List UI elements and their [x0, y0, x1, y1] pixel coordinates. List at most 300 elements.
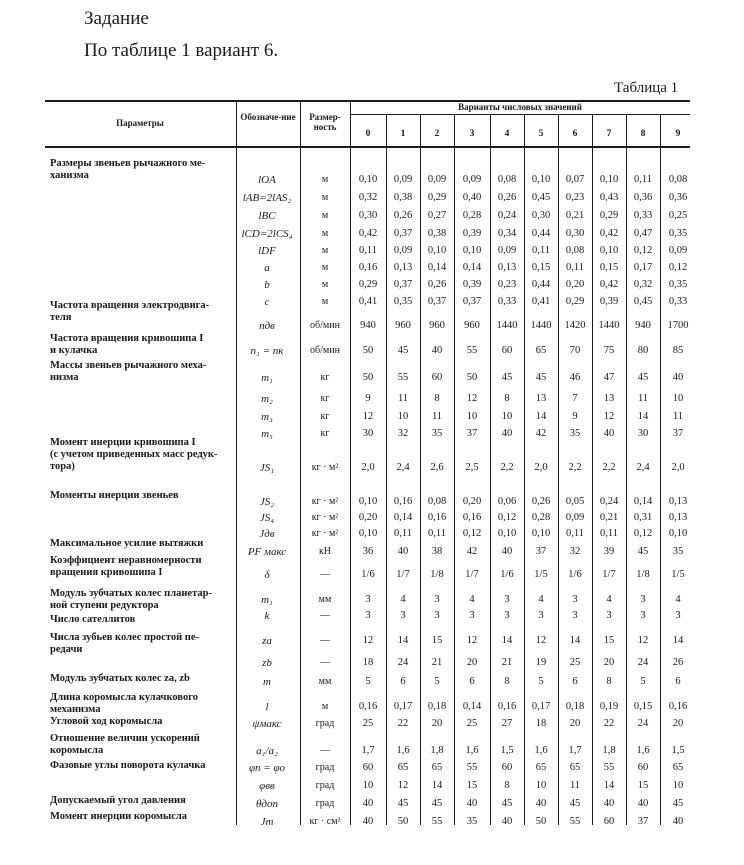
- table-cell-value: 960: [395, 320, 411, 331]
- table-cell-value: 0,33: [633, 210, 653, 221]
- table-cell-value: 1420: [564, 320, 586, 331]
- table-cell-value: 2,2: [500, 462, 514, 473]
- table-cell-value: 18: [362, 657, 374, 668]
- table-cell-value: 50: [397, 816, 409, 827]
- table-cell-value: 0,15: [599, 262, 619, 273]
- table-cell-value: 0,14: [462, 262, 482, 273]
- table-cell-value: 0,37: [427, 296, 447, 307]
- table-cell-value: 1/7: [602, 569, 616, 580]
- table-cell-value: 20: [466, 657, 478, 668]
- table-cell-value: 2,6: [430, 462, 444, 473]
- table-cell-value: 0,35: [668, 228, 688, 239]
- table-cell-value: 24: [637, 718, 649, 729]
- table-cell-value: 45: [535, 372, 547, 383]
- table-cell-value: 65: [569, 762, 581, 773]
- table-cell-value: 65: [535, 762, 547, 773]
- table-cell-value: 0,41: [531, 296, 551, 307]
- table-cell-value: 0,12: [497, 512, 517, 523]
- table-cell-value: 0,24: [497, 210, 517, 221]
- parameter-label: Отношение величин ускорений коромысла: [50, 733, 200, 756]
- table-cell-value: 45: [672, 798, 684, 809]
- variants-subheader-rule: [350, 114, 690, 115]
- row-symbol: JS₄: [259, 512, 275, 524]
- table-cell-value: 0,35: [393, 296, 413, 307]
- table-cell-value: 3: [640, 610, 646, 621]
- table-cell-value: 0,21: [565, 210, 585, 221]
- parameter-label: Модуль зубчатых колес планетар- ной ступени редуктора: [50, 588, 212, 611]
- row-symbol: JS₂: [259, 496, 275, 508]
- row-symbol: φп = φо: [248, 762, 286, 774]
- table-cell-value: 8: [504, 393, 510, 404]
- table-cell-value: 0,11: [359, 245, 377, 256]
- row-symbol: Jдв: [259, 528, 275, 540]
- row-symbol: m₅: [261, 428, 273, 440]
- table-cell-value: 0,17: [531, 701, 551, 712]
- row-symbol: a: [264, 262, 270, 274]
- table-cell-value: 0,38: [393, 192, 413, 203]
- row-unit: —: [320, 635, 330, 646]
- table-cell-value: 40: [397, 546, 409, 557]
- table-cell-value: 0,10: [358, 174, 378, 185]
- table-cell-value: 0,10: [531, 174, 551, 185]
- table-cell-value: 45: [431, 798, 443, 809]
- table-cell-value: 0,11: [394, 528, 412, 539]
- row-symbol: lDF: [258, 245, 276, 257]
- table-cell-value: 0,09: [497, 245, 517, 256]
- row-unit: —: [320, 610, 330, 621]
- table-cell-value: 5: [640, 676, 646, 687]
- row-unit: кг · м²: [311, 462, 339, 473]
- row-symbol: zb: [262, 657, 272, 669]
- table-cell-value: 0,41: [358, 296, 378, 307]
- table-cell-value: 0,11: [634, 174, 652, 185]
- table-cell-value: 35: [569, 428, 581, 439]
- table-cell-value: 15: [466, 780, 478, 791]
- table-cell-value: 40: [501, 816, 513, 827]
- table-cell-value: 25: [466, 718, 478, 729]
- header-unit: Размер-ность: [309, 112, 341, 132]
- table-cell-value: 0,09: [462, 174, 482, 185]
- table-cell-value: 27: [501, 718, 513, 729]
- table-cell-value: 0,29: [565, 296, 585, 307]
- table-cell-value: 0,16: [358, 262, 378, 273]
- table-cell-value: 3: [504, 594, 510, 605]
- table-cell-value: 0,10: [497, 528, 517, 539]
- table-cell-value: 30: [637, 428, 649, 439]
- table-cell-value: 65: [397, 762, 409, 773]
- table-cell-value: 40: [431, 345, 443, 356]
- table-cell-value: 35: [466, 816, 478, 827]
- table-cell-value: 46: [569, 372, 581, 383]
- table-cell-value: 0,11: [600, 528, 618, 539]
- table-cell-value: 15: [431, 635, 443, 646]
- row-symbol: Jт: [260, 816, 274, 828]
- table-cell-value: 1/6: [361, 569, 375, 580]
- row-symbol: nдв: [259, 320, 275, 332]
- row-unit: м: [321, 174, 329, 185]
- table-cell-value: 0,39: [462, 228, 482, 239]
- table-cell-value: 32: [397, 428, 409, 439]
- parameter-label: Моменты инерции звеньев: [50, 490, 179, 501]
- table-cell-value: 7: [572, 393, 578, 404]
- table-cell-value: 0,26: [393, 210, 413, 221]
- table-cell-value: 2,0: [534, 462, 548, 473]
- table-cell-value: 0,30: [531, 210, 551, 221]
- row-symbol: za: [262, 635, 272, 647]
- table-cell-value: 0,10: [358, 496, 378, 507]
- table-cell-value: 14: [535, 411, 547, 422]
- table-cell-value: 0,09: [393, 245, 413, 256]
- row-unit: град: [315, 762, 335, 773]
- table-cell-value: 18: [535, 718, 547, 729]
- table-cell-value: 0,45: [633, 296, 653, 307]
- table-cell-value: 0,42: [599, 279, 619, 290]
- table-cell-value: 0,08: [427, 496, 447, 507]
- table-cell-value: 14: [637, 411, 649, 422]
- table-cell-value: 0,23: [497, 279, 517, 290]
- table-cell-value: 15: [637, 780, 649, 791]
- table-cell-value: 45: [501, 372, 513, 383]
- table-cell-value: 0,27: [427, 210, 447, 221]
- row-symbol: lOA: [258, 174, 276, 186]
- table-cell-value: 50: [362, 372, 374, 383]
- table-cell-value: 1,6: [465, 745, 479, 756]
- table-cell-value: 37: [672, 428, 684, 439]
- table-cell-value: 40: [362, 816, 374, 827]
- table-cell-value: 0,37: [462, 296, 482, 307]
- table-cell-value: 0,29: [427, 192, 447, 203]
- table-cell-value: 65: [431, 762, 443, 773]
- table-cell-value: 3: [572, 594, 578, 605]
- table-cell-value: 8: [504, 676, 510, 687]
- table-cell-value: 3: [572, 610, 578, 621]
- table-cell-value: 45: [397, 798, 409, 809]
- table-cell-value: 10: [535, 780, 547, 791]
- table-cell-value: 2,2: [568, 462, 582, 473]
- table-cell-value: 50: [535, 816, 547, 827]
- table-cell-value: 0,24: [599, 496, 619, 507]
- row-unit: кг: [320, 393, 330, 404]
- table-cell-value: 9: [365, 393, 371, 404]
- table-cell-value: 1440: [496, 320, 518, 331]
- row-unit: мм: [318, 676, 332, 687]
- table-cell-value: 0,15: [633, 701, 653, 712]
- table-cell-value: 0,25: [668, 210, 688, 221]
- table-cell-value: 22: [603, 718, 615, 729]
- table-cell-value: 0,47: [633, 228, 653, 239]
- table-cell-value: 9: [572, 411, 578, 422]
- header-variant-number: 2: [434, 129, 440, 139]
- table-cell-value: 0,16: [358, 701, 378, 712]
- parameter-label: Число сателлитов: [50, 614, 136, 625]
- row-unit: кг: [320, 411, 330, 422]
- table-cell-value: 2,4: [396, 462, 410, 473]
- table-cell-value: 1,7: [361, 745, 375, 756]
- table-cell-value: 60: [501, 762, 513, 773]
- table-cell-value: 1,6: [636, 745, 650, 756]
- table-cell-value: 0,19: [599, 701, 619, 712]
- table-cell-value: 40: [362, 798, 374, 809]
- table-cell-value: 0,33: [497, 296, 517, 307]
- parameter-label: Частота вращения кривошипа I и кулачка: [50, 333, 204, 356]
- table-cell-value: 3: [640, 594, 646, 605]
- table-cell-value: 2,0: [671, 462, 685, 473]
- table-cell-value: 1440: [530, 320, 552, 331]
- row-symbol: δ: [264, 569, 270, 581]
- table-cell-value: 4: [606, 594, 612, 605]
- table-cell-value: 0,20: [462, 496, 482, 507]
- table-cell-value: 0,42: [358, 228, 378, 239]
- table-cell-value: 2,4: [636, 462, 650, 473]
- table-cell-value: 0,29: [599, 210, 619, 221]
- table-cell-value: 39: [603, 546, 615, 557]
- table-cell-value: 1/5: [534, 569, 548, 580]
- table-cell-value: 21: [431, 657, 443, 668]
- table-cell-value: 1440: [598, 320, 620, 331]
- table-cell-value: 2,2: [602, 462, 616, 473]
- table-cell-value: 0,26: [497, 192, 517, 203]
- parameter-label: Модуль зубчатых колес zа, zb: [50, 673, 190, 684]
- table-cell-value: 0,36: [668, 192, 688, 203]
- row-symbol: k: [264, 610, 270, 622]
- table-cell-value: 65: [535, 345, 547, 356]
- table-cell-value: 4: [400, 594, 406, 605]
- table-cell-value: 5: [538, 676, 544, 687]
- row-symbol: lCD=2lCS₄: [241, 228, 293, 240]
- parameter-label: Числа зубьев колес простой пе- редачи: [50, 632, 199, 655]
- table-cell-value: 0,15: [531, 262, 551, 273]
- row-symbol: θдоп: [256, 798, 278, 810]
- table-cell-value: 0,10: [531, 528, 551, 539]
- row-unit: кг · м²: [311, 528, 339, 539]
- table-cell-value: 11: [431, 411, 443, 422]
- row-unit: кг · м²: [311, 512, 339, 523]
- table-cell-value: 11: [637, 393, 649, 404]
- table-cell-value: 65: [672, 762, 684, 773]
- parameter-label: Размеры звеньев рычажного ме- ханизма: [50, 158, 206, 181]
- header-parameters: Параметры: [116, 118, 164, 128]
- row-unit: кг · см²: [309, 816, 341, 827]
- row-unit: кН: [318, 546, 332, 557]
- table-cell-value: 35: [672, 546, 684, 557]
- table-cell-value: 42: [466, 546, 478, 557]
- table-cell-value: 0,28: [462, 210, 482, 221]
- table-cell-value: 8: [606, 676, 612, 687]
- header-variant-number: 1: [400, 129, 406, 139]
- table-cell-value: 6: [675, 676, 681, 687]
- table-cell-value: 0,44: [531, 228, 551, 239]
- table-cell-value: 0,28: [531, 512, 551, 523]
- table-cell-value: 1/8: [430, 569, 444, 580]
- row-unit: —: [320, 745, 330, 756]
- table-cell-value: 4: [675, 594, 681, 605]
- table-cell-value: 35: [431, 428, 443, 439]
- row-symbol: m₁: [261, 594, 273, 606]
- table-cell-value: 2,0: [361, 462, 375, 473]
- table-cell-value: 12: [362, 635, 374, 646]
- row-unit: м: [321, 279, 329, 290]
- parameter-label: Частота вращения электродвига- теля: [50, 300, 210, 323]
- table-cell-value: 40: [672, 372, 684, 383]
- table-cell-value: 50: [362, 345, 374, 356]
- assignment-instruction: По таблице 1 вариант 6.: [84, 40, 279, 61]
- table-cell-value: 0,40: [462, 192, 482, 203]
- row-symbol: m₃: [261, 411, 273, 423]
- table-cell-value: 0,30: [565, 228, 585, 239]
- table-cell-value: 0,14: [427, 262, 447, 273]
- row-unit: м: [321, 245, 329, 256]
- table-cell-value: 0,16: [497, 701, 517, 712]
- table-cell-value: 0,10: [427, 245, 447, 256]
- parameter-label: Длина коромысла кулачкового механизма: [50, 692, 198, 715]
- parameter-label: Максимальное усилие вытяжки: [50, 538, 204, 549]
- table-cell-value: 21: [501, 657, 513, 668]
- table-cell-value: 55: [397, 372, 409, 383]
- row-symbol: a₁/a₂: [256, 745, 278, 757]
- header-variant-number: 3: [469, 129, 475, 139]
- table-cell-value: 1,5: [671, 745, 685, 756]
- table-cell-value: 45: [637, 546, 649, 557]
- table-cell-value: 0,37: [393, 228, 413, 239]
- table-cell-value: 14: [569, 635, 581, 646]
- table-cell-value: 1/7: [465, 569, 479, 580]
- table-cell-value: 85: [672, 345, 684, 356]
- table-cell-value: 40: [501, 428, 513, 439]
- table-cell-value: 0,09: [427, 174, 447, 185]
- row-unit: град: [315, 780, 335, 791]
- table-cell-value: 0,07: [565, 174, 585, 185]
- table-cell-value: 12: [362, 411, 374, 422]
- parameter-label: Массы звеньев рычажного меха- низма: [50, 360, 207, 383]
- table-cell-value: 55: [466, 762, 478, 773]
- table-cell-value: 24: [637, 657, 649, 668]
- table-cell-value: 0,17: [393, 701, 413, 712]
- row-unit: град: [315, 718, 335, 729]
- table-cell-value: 1/5: [671, 569, 685, 580]
- table-cell-value: 0,20: [358, 512, 378, 523]
- table-cell-value: 12: [603, 411, 615, 422]
- table-cell-value: 15: [603, 635, 615, 646]
- table-cell-value: 40: [535, 798, 547, 809]
- table-cell-value: 0,16: [427, 512, 447, 523]
- row-unit: м: [321, 192, 329, 203]
- table-cell-value: 1,5: [500, 745, 514, 756]
- parameter-label: Коэффициент неравномерности вращения кривошипа I: [50, 555, 202, 578]
- table-cell-value: 40: [603, 428, 615, 439]
- table-cell-value: 0,32: [633, 279, 653, 290]
- table-cell-value: 1,6: [396, 745, 410, 756]
- row-symbol: m₁: [261, 372, 273, 384]
- table-cell-value: 960: [429, 320, 445, 331]
- row-unit: град: [315, 798, 335, 809]
- table-cell-value: 36: [362, 546, 374, 557]
- table-cell-value: 0,37: [393, 279, 413, 290]
- table-cell-value: 8: [504, 780, 510, 791]
- header-variant-number: 0: [365, 129, 371, 139]
- table-cell-value: 10: [397, 411, 409, 422]
- row-symbol: m: [263, 676, 271, 688]
- table-cell-value: 0,12: [462, 528, 482, 539]
- table-cell-value: 5: [434, 676, 440, 687]
- row-symbol: n₁ = nк: [250, 345, 284, 357]
- row-symbol: ψмакс: [252, 718, 282, 730]
- header-symbol: Обозначе-ние: [240, 112, 296, 122]
- table-cell-value: 12: [466, 393, 478, 404]
- table-cell-value: 1700: [667, 320, 689, 331]
- table-cell-value: 0,32: [358, 192, 378, 203]
- table-cell-value: 12: [397, 780, 409, 791]
- table-cell-value: 0,18: [565, 701, 585, 712]
- row-unit: кг · м²: [311, 496, 339, 507]
- table-cell-value: 14: [431, 780, 443, 791]
- table-cell-value: 25: [362, 718, 374, 729]
- table-cell-value: 0,10: [358, 528, 378, 539]
- parameter-label: Угловой ход коромысла: [50, 716, 163, 727]
- table-cell-value: 55: [603, 762, 615, 773]
- table-cell-value: 3: [434, 594, 440, 605]
- table-cell-value: 0,13: [668, 512, 688, 523]
- table-cell-value: 47: [603, 372, 615, 383]
- table-cell-value: 3: [365, 610, 371, 621]
- table-cell-value: 10: [672, 393, 684, 404]
- table-cell-value: 0,12: [633, 245, 653, 256]
- table-cell-value: 0,29: [358, 279, 378, 290]
- table-cell-value: 2,5: [465, 462, 479, 473]
- table-cell-value: 3: [365, 594, 371, 605]
- table-cell-value: 30: [362, 428, 374, 439]
- table-cell-value: 26: [672, 657, 684, 668]
- row-unit: м: [321, 262, 329, 273]
- table-cell-value: 0,09: [565, 512, 585, 523]
- table-cell-value: 0,34: [497, 228, 517, 239]
- table-cell-value: 40: [672, 816, 684, 827]
- table-cell-value: 0,42: [599, 228, 619, 239]
- table-cell-value: 0,14: [633, 496, 653, 507]
- table-cell-value: 0,35: [668, 279, 688, 290]
- table-cell-value: 0,08: [565, 245, 585, 256]
- row-symbol: c: [264, 296, 270, 308]
- table-cell-value: 0,14: [393, 512, 413, 523]
- table-cell-value: 0,12: [633, 528, 653, 539]
- table-cell-value: 0,11: [566, 528, 584, 539]
- row-symbol: b: [264, 279, 270, 291]
- table-cell-value: 0,13: [497, 262, 517, 273]
- table-cell-value: 40: [637, 798, 649, 809]
- row-unit: м: [321, 296, 329, 307]
- table-cell-value: 0,10: [668, 528, 688, 539]
- table-cell-value: 0,16: [462, 512, 482, 523]
- table-cell-value: 3: [606, 610, 612, 621]
- row-symbol: JS₁: [259, 462, 275, 474]
- table-cell-value: 24: [397, 657, 409, 668]
- table-cell-value: 960: [464, 320, 480, 331]
- table-cell-value: 10: [672, 780, 684, 791]
- row-unit: кг: [320, 428, 330, 439]
- table-cell-value: 940: [360, 320, 376, 331]
- table-cell-value: 0,16: [393, 496, 413, 507]
- table-cell-value: 0,18: [427, 701, 447, 712]
- table-cell-value: 0,08: [668, 174, 688, 185]
- header-variant-number: 4: [504, 129, 510, 139]
- parameter-label: Момент инерции кривошипа I (с учетом приведенных масс редук- тора): [50, 437, 218, 472]
- table-cell-value: 3: [675, 610, 681, 621]
- table-cell-value: 1,8: [602, 745, 616, 756]
- table-cell-value: 0,06: [497, 496, 517, 507]
- table-cell-value: 42: [535, 428, 547, 439]
- table-cell-value: 0,44: [531, 279, 551, 290]
- table-cell-value: 20: [431, 718, 443, 729]
- parameter-label: Момент инерции коромысла: [50, 811, 188, 822]
